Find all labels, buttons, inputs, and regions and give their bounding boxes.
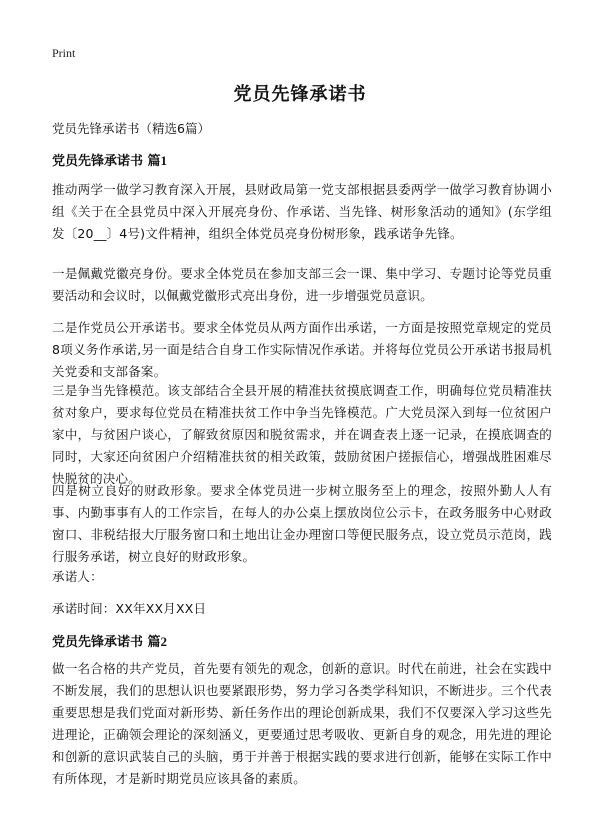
commitment-date: 承诺时间：XX年XX月XX日 [52, 601, 207, 616]
section-heading [52, 150, 552, 169]
section-1-heading-wrap [52, 150, 552, 169]
paragraph: 一是佩戴党徽亮身份。要求全体党员在参加支部三会一课、集中学习、专题讨论等党员重要活动和会议时，以佩戴党徽形式亮出身份，进一步增强党员意识。 [52, 266, 552, 303]
section-heading-number: 篇1 [147, 153, 168, 168]
section-heading-text: 党员先锋承诺书 [52, 154, 144, 169]
signer-label: 承诺人： [52, 569, 103, 584]
paragraph: 四是树立良好的财政形象。要求全体党员进一步树立服务至上的理念，按照外勤人人有事、内勤事事有人的工作宗旨，在每人的办公桌上摆放岗位公示卡，在政务服务中心财政窗口、非税结报大厅服务窗口和土地出让金办理窗口等便民服务点，设立党员示范岗，践行服务承诺，树立良好的财政形象。 [52, 483, 552, 564]
paragraph: 二是作党员公开承诺书。要求全体党员从两方面作出承诺，一方面是按照党章规定的党员8项义务作承诺,另一面是结合自身工作实际情况作承诺。并将每位党员公开承诺书报局机关党委和支部备案。 [52, 320, 552, 379]
section-heading-number: 篇2 [147, 634, 168, 649]
print-link[interactable]: Print [52, 46, 76, 60]
document-title: 党员先锋承诺书 [233, 84, 367, 105]
paragraph: 做一名合格的共产党员，首先要有领先的观念，创新的意识。时代在前进，社会在实践中不断发展，我们的思想认识也要紧跟形势，努力学习各类学科知识，不断进步。三个代表重要思想是我们党面对新形势、新任务作出的理论创新成果，我们不仅要深入学习这些先进理论，正确领会理论的深刻涵义，更要通过思考吸收、更新自身的观念，用先进的理论和创新的意识武装自己的头脑，勇于并善于根据实践的要求进行创新，能够在实际工作中有所体现，才是新时期党员应该具备的素质。 [52, 661, 552, 786]
section-heading [52, 631, 552, 650]
section-heading-text: 党员先锋承诺书 [52, 635, 144, 650]
paragraph: 三是争当先锋模范。该支部结合全县开展的精准扶贫摸底调查工作，明确每位党员精准扶贫对象户，要求每位党员在精准扶贫工作中争当先锋模范。广大党员深入到每一位贫困户家中，与贫困户谈心，了解致贫原因和脱贫需求，并在调查表上逐一记录，在摸底调查的同时，大家还向贫困户介绍精准扶贫的相关政策，鼓励贫困户搓振信心，增强战胜困难尽快脱贫的决心。 [52, 383, 552, 486]
paragraph: 推动两学一做学习教育深入开展，县财政局第一党支部根据县委两学一做学习教育协调小组《关于在全县党员中深入开展亮身份、作承诺、当先锋、树形象活动的通知》(东学组发〔20__〕4号)文件精神，组织全体党员亮身份树形象，践承诺争先锋。 [52, 182, 552, 241]
document-subtitle: 党员先锋承诺书（精选6篇） [52, 121, 210, 136]
